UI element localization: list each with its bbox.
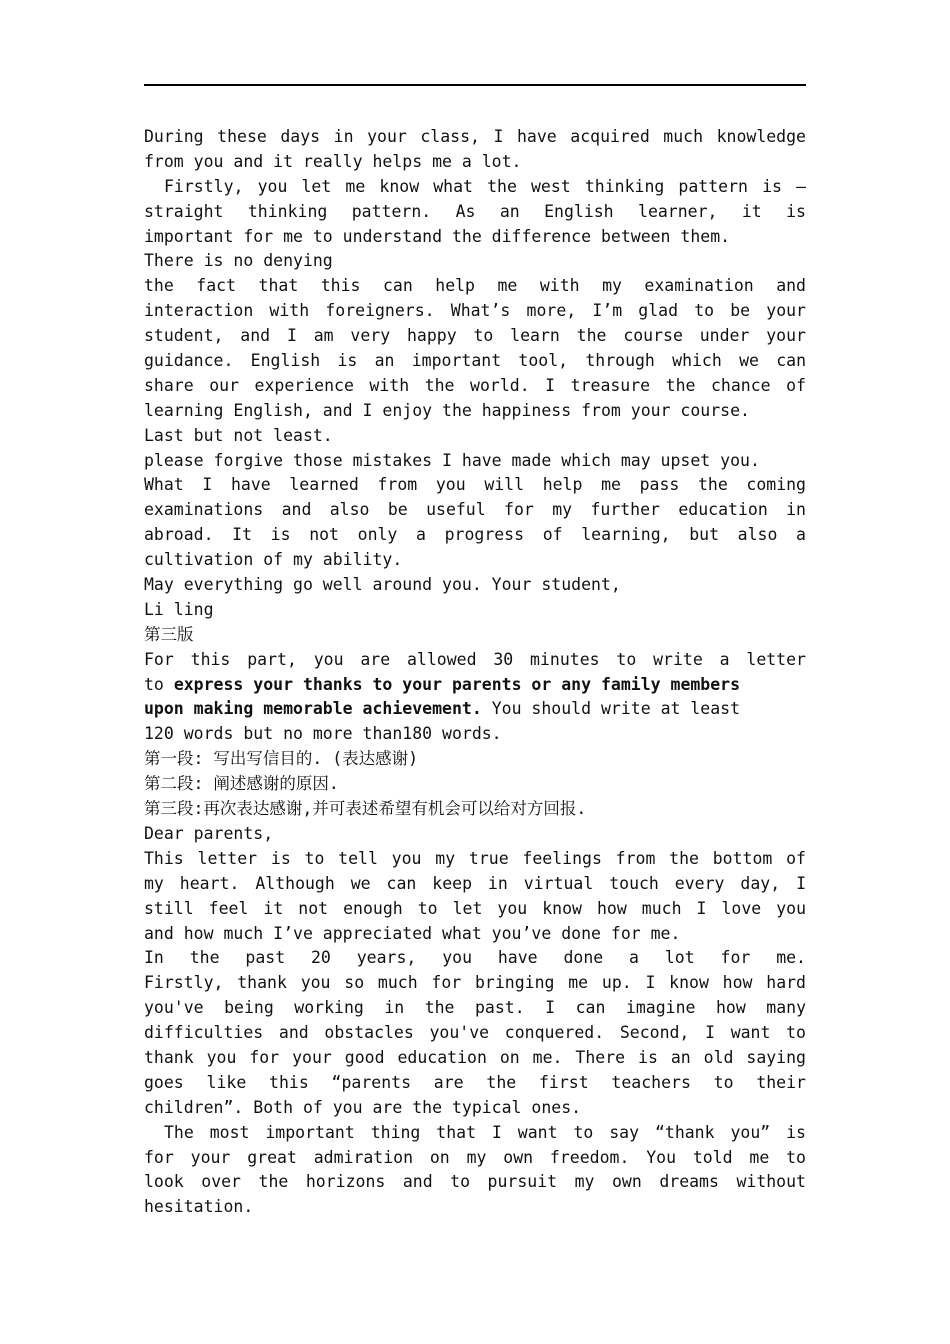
- text-line: [144, 399, 806, 424]
- text-line: [144, 847, 806, 872]
- text-run: Firstly, you let me know what the west thinking pattern is —: [164, 176, 806, 196]
- text-line: [144, 1146, 806, 1171]
- text-run: Dear parents,: [144, 823, 274, 843]
- text-line: [144, 1195, 806, 1220]
- text-line: [144, 747, 806, 772]
- text-run: please forgive those mistakes I have made which may upset you.: [144, 450, 760, 470]
- text-run: my heart. Although we can keep in virtual touch every day, I: [144, 873, 806, 893]
- text-line: [144, 922, 806, 947]
- text-run: student, and I am very happy to learn the course under your: [144, 326, 806, 346]
- text-run: and how much I’ve appreciated what you’ve done for me.: [144, 923, 681, 943]
- text-run: abroad. It is not only a progress of learning, but also a: [144, 525, 806, 545]
- text-run: goes like this “parents are the first teachers to their: [144, 1072, 806, 1092]
- text-run: 第三版: [144, 624, 194, 644]
- text-line: [144, 548, 806, 573]
- text-line: [144, 1021, 806, 1046]
- text-run: you've being working in the past. I can imagine how many: [144, 998, 806, 1018]
- text-line: [144, 523, 806, 548]
- text-run: 第二段: 阐述感谢的原因.: [144, 774, 339, 794]
- text-run: This letter is to tell you my true feelings from the bottom of: [144, 848, 806, 868]
- text-line: [144, 175, 806, 200]
- text-line: [144, 449, 806, 474]
- text-run: In the past 20 years, you have done a lot for me.: [144, 948, 806, 968]
- text-run: You should write at least: [481, 699, 741, 719]
- text-line: [144, 971, 806, 996]
- text-line: [144, 573, 806, 598]
- text-line: [144, 473, 806, 498]
- bold-run: express your thanks to your parents or any family members: [173, 674, 741, 694]
- text-run: 第三段:再次表达感谢,并可表述希望有机会可以给对方回报.: [144, 799, 587, 819]
- text-run: During these days in your class, I have acquired much knowledge: [144, 127, 806, 146]
- text-run: to: [144, 674, 174, 694]
- text-line: [144, 648, 806, 673]
- text-run: important for me to understand the difference between them.: [144, 226, 731, 246]
- text-run: cultivation of my ability.: [144, 550, 403, 570]
- bold-run: upon making memorable achievement.: [144, 699, 482, 719]
- text-line: [144, 722, 806, 747]
- text-line: [144, 673, 806, 698]
- text-line: [144, 374, 806, 399]
- text-line: [144, 598, 806, 623]
- text-line: [144, 299, 806, 324]
- text-line: [144, 125, 806, 150]
- text-line: [144, 946, 806, 971]
- text-run: look over the horizons and to pursuit my own dreams without: [144, 1172, 806, 1192]
- text-line: [144, 772, 806, 797]
- text-run: interaction with foreigners. What’s more, I’m glad to be your: [144, 301, 806, 321]
- text-run: 120 words but no more than180 words.: [144, 724, 502, 744]
- text-run: from you and it really helps me a lot.: [144, 151, 522, 171]
- text-run: straight thinking pattern. As an English learner, it is: [144, 201, 806, 221]
- text-run: examinations and also be useful for my further education in: [144, 500, 806, 520]
- text-run: What I have learned from you will help me pass the coming: [144, 475, 806, 495]
- text-line: [144, 897, 806, 922]
- text-line: [144, 150, 806, 175]
- text-run: for your great admiration on my own freedom. You told me to: [144, 1147, 806, 1167]
- text-line: [144, 822, 806, 847]
- text-run: May everything go well around you. Your student,: [144, 575, 621, 595]
- text-line: [144, 797, 806, 822]
- text-run: Li ling: [144, 599, 214, 619]
- text-run: Firstly, thank you so much for bringing me up. I know how hard: [144, 973, 806, 993]
- text-run: For this part, you are allowed 30 minutes to write a letter: [144, 649, 806, 669]
- text-line: [144, 1046, 806, 1071]
- text-line: [144, 324, 806, 349]
- text-line: [144, 498, 806, 523]
- text-line: [144, 872, 806, 897]
- text-run: hesitation.: [144, 1197, 254, 1217]
- text-run: still feel it not enough to let you know how much I love you: [144, 898, 806, 918]
- text-run: the fact that this can help me with my examination and: [144, 276, 806, 296]
- text-line: [144, 1096, 806, 1121]
- text-run: Last but not least.: [144, 425, 333, 445]
- text-line: [144, 274, 806, 299]
- text-line: [144, 200, 806, 225]
- document-body: [144, 125, 806, 1220]
- text-line: [144, 1170, 806, 1195]
- text-run: learning English, and I enjoy the happiness from your course.: [144, 400, 750, 420]
- text-line: [144, 996, 806, 1021]
- text-run: difficulties and obstacles you've conquered. Second, I want to: [144, 1023, 806, 1043]
- text-run: 第一段: 写出写信目的. (表达感谢): [144, 749, 419, 769]
- text-run: guidance. English is an important tool, through which we can: [144, 351, 806, 371]
- text-line: [144, 697, 806, 722]
- text-run: The most important thing that I want to say “thank you” is: [164, 1122, 806, 1142]
- text-line: [144, 249, 806, 274]
- text-run: There is no denying: [144, 251, 333, 271]
- text-run: share our experience with the world. I treasure the chance of: [144, 375, 806, 395]
- text-line: [144, 349, 806, 374]
- text-line: [144, 424, 806, 449]
- text-line: [144, 225, 806, 250]
- text-run: thank you for your good education on me. There is an old saying: [144, 1047, 806, 1067]
- header-rule: [144, 84, 806, 86]
- text-run: children”. Both of you are the typical ones.: [144, 1097, 582, 1117]
- text-line: [144, 1121, 806, 1146]
- text-line: [144, 623, 806, 648]
- text-line: [144, 1071, 806, 1096]
